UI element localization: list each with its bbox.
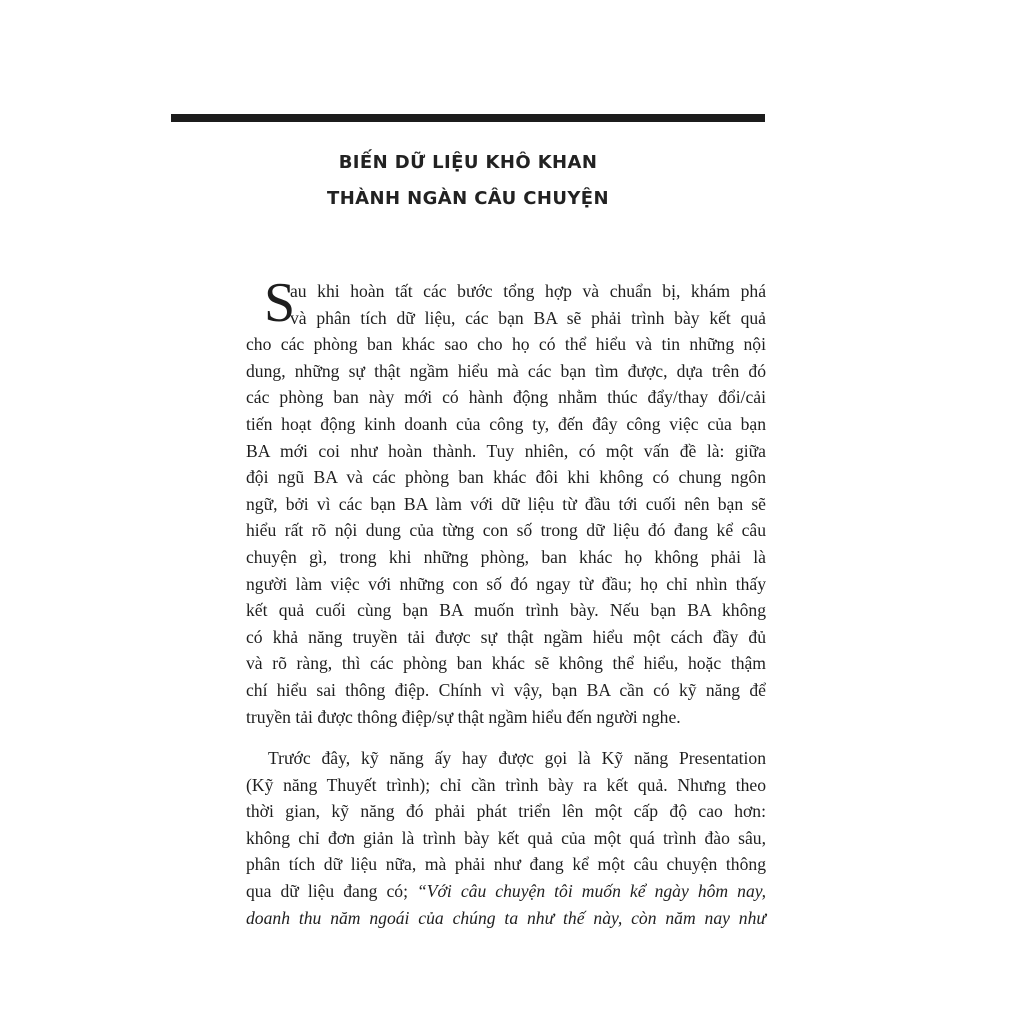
text-line-mixed	[246, 878, 766, 905]
text-line: Trước đây, kỹ năng ấy hay được gọi là Kỹ năng Presentation	[268, 748, 766, 768]
text-line: au khi hoàn tất các bước tổng hợp và chuẩn bị, khám phá	[290, 281, 766, 301]
text-line: hiểu rất rõ nội dung của từng con số trong dữ liệu đó đang kể câu	[246, 520, 766, 541]
text-line: thời gian, kỹ năng đó phải phát triển lên một cấp độ cao hơn:	[246, 801, 766, 822]
text-line: (Kỹ năng Thuyết trình); chỉ cần trình bày ra kết quả. Nhưng theo	[246, 774, 766, 795]
text-line: chí hiểu sai thông điệp. Chính vì vậy, bạn BA cần có kỹ năng để	[246, 679, 766, 700]
text-line: cho các phòng ban khác sao cho họ có thể hiểu và tin những nội	[246, 334, 766, 355]
text-line: ngữ, bởi vì các bạn BA làm với dữ liệu từ đầu tới cuối nên bạn sẽ	[246, 493, 766, 514]
text-line: BA mới coi như hoàn thành. Tuy nhiên, có một vấn đề là: giữa	[246, 440, 766, 461]
chapter-title-line-1: BIẾN DỮ LIỆU KHÔ KHAN	[338, 152, 598, 173]
chapter-title-line-2: THÀNH NGÀN CÂU CHUYỆN	[327, 188, 609, 209]
text-line: không chỉ đơn giản là trình bày kết quả của một quá trình đào sâu,	[246, 827, 766, 848]
text-line: và rõ ràng, thì các phòng ban khác sẽ không thể hiểu, hoặc thậm	[246, 653, 766, 674]
text-segment: qua dữ liệu đang có;	[246, 880, 418, 901]
paragraph-1	[246, 278, 766, 730]
quote-line: doanh thu năm ngoái của chúng ta như thế này, còn năm nay như	[246, 907, 766, 928]
text-line: và phân tích dữ liệu, các bạn BA sẽ phải trình bày kết quả	[290, 307, 766, 328]
text-line: các phòng ban này mới có hành động nhằm thúc đẩy/thay đổi/cải	[246, 387, 766, 408]
quote-segment: “Với câu chuyện tôi muốn kể ngày hôm nay,	[417, 880, 766, 901]
text-line: đội ngũ BA và các phòng ban khác đôi khi không có chung ngôn	[246, 467, 766, 488]
text-line: truyền tải được thông điệp/sự thật ngầm hiểu đến người nghe.	[246, 706, 681, 727]
paragraph-2	[246, 745, 766, 931]
text-line: tiến hoạt động kinh doanh của công ty, đến đây công việc của bạn	[246, 413, 766, 434]
text-line: dung, những sự thật ngầm hiểu mà các bạn tìm được, dựa trên đó	[246, 360, 766, 381]
text-line: phân tích dữ liệu nữa, mà phải như đang kể một câu chuyện thông	[246, 854, 766, 875]
drop-cap: S	[264, 272, 296, 334]
text-line: chuyện gì, trong khi những phòng, ban khác họ không phải là	[246, 546, 766, 567]
text-line: người làm việc với những con số đó ngay từ đầu; họ chỉ nhìn thấy	[246, 573, 766, 594]
chapter-top-rule	[171, 114, 765, 122]
text-line: có khả năng truyền tải được sự thật ngầm hiểu một cách đầy đủ	[246, 626, 766, 647]
text-line: kết quả cuối cùng bạn BA muốn trình bày. Nếu bạn BA không	[246, 600, 766, 621]
